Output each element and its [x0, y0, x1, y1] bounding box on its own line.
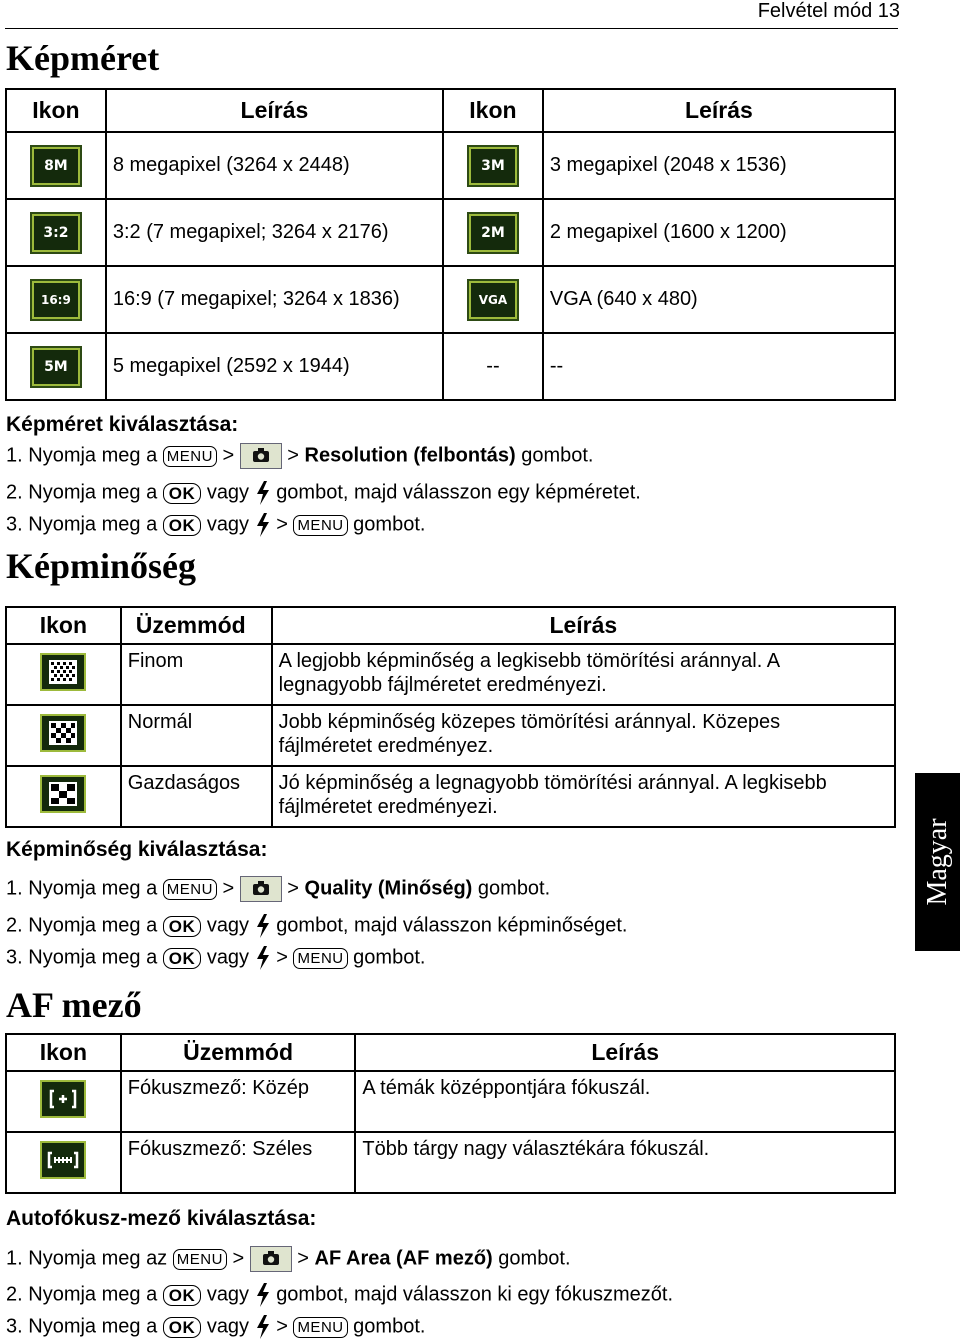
quality-fine-icon	[40, 653, 86, 691]
mode-desc: Több tárgy nagy választékára fókuszál.	[355, 1132, 895, 1193]
section-title-image-quality: Képminőség	[6, 546, 197, 586]
mode-label: Fókuszmező: Közép	[121, 1071, 356, 1132]
step-3: 3. Nyomja meg a OK vagy > MENU gombot.	[6, 946, 426, 969]
step-2: 2. Nyomja meg a OK vagy gombot, majd válasszon képminőséget.	[6, 914, 628, 937]
ok-button-icon: OK	[163, 515, 202, 536]
ok-button-icon: OK	[163, 483, 202, 504]
size-3m-icon: 3M	[469, 147, 517, 185]
table-row	[6, 333, 895, 400]
menu-button-icon: MENU	[293, 1317, 347, 1338]
flash-icon	[255, 946, 271, 970]
col-header-desc: Leírás	[543, 89, 895, 132]
step-2: 2. Nyomja meg a OK vagy gombot, majd válasszon ki egy fókuszmezőt.	[6, 1283, 674, 1306]
mode-label: Normál	[121, 705, 272, 766]
mode-label: Finom	[121, 644, 272, 705]
mode-desc: A témák középpontjára fókuszál.	[355, 1071, 895, 1132]
table-row	[6, 199, 895, 266]
camera-mode-icon	[250, 1246, 292, 1272]
ok-button-icon: OK	[163, 1317, 202, 1338]
flash-icon	[255, 513, 271, 537]
mode-label: Gazdaságos	[121, 766, 272, 827]
camera-mode-icon	[240, 443, 282, 469]
image-size-table	[5, 88, 896, 401]
select-size-title: Képméret kiválasztása:	[6, 413, 239, 436]
mode-desc: Jobb képminőség közepes tömörítési aránnyal. Közepes fájlméretet eredményez.	[272, 705, 895, 766]
camera-mode-icon	[240, 876, 282, 902]
step-2: 2. Nyomja meg a OK vagy gombot, majd válasszon egy képméretet.	[6, 481, 641, 504]
table-row	[6, 705, 895, 766]
section-title-af-area: AF mező	[6, 985, 142, 1025]
af-center-icon	[40, 1080, 86, 1118]
col-header-mode: Üzemmód	[121, 607, 272, 644]
size-desc: 2 megapixel (1600 x 1200)	[543, 199, 895, 266]
mode-desc: A legjobb képminőség a legkisebb tömörítési aránnyal. A legnagyobb fájlméretet eredményezi.	[272, 644, 895, 705]
size-desc: --	[543, 333, 895, 400]
ok-button-icon: OK	[163, 1285, 202, 1306]
menu-button-icon: MENU	[163, 446, 217, 467]
size-desc: 8 megapixel (3264 x 2448)	[106, 132, 443, 199]
size-5m-icon: 5M	[32, 348, 80, 386]
flash-icon	[255, 1283, 271, 1307]
menu-button-icon: MENU	[173, 1249, 227, 1270]
flash-icon	[255, 914, 271, 938]
size-8m-icon: 8M	[32, 147, 80, 185]
table-row	[6, 644, 895, 705]
image-quality-table	[5, 606, 896, 828]
table-row	[6, 1071, 895, 1132]
empty-icon-cell: --	[443, 333, 543, 400]
col-header-icon: Ikon	[6, 89, 106, 132]
size-2m-icon: 2M	[469, 214, 517, 252]
mode-label: Fókuszmező: Széles	[121, 1132, 356, 1193]
quality-normal-icon	[40, 714, 86, 752]
section-title-image-size: Képméret	[6, 38, 160, 78]
table-row	[6, 132, 895, 199]
col-header-icon: Ikon	[443, 89, 543, 132]
menu-button-icon: MENU	[293, 515, 347, 536]
language-tab	[915, 773, 960, 951]
step-1: 1. Nyomja meg a MENU > > Quality (Minőség) gombot.	[6, 876, 550, 902]
size-desc: 3 megapixel (2048 x 1536)	[543, 132, 895, 199]
mode-desc: Jó képminőség a legnagyobb tömörítési aránnyal. A legkisebb fájlméretet eredményezi.	[272, 766, 895, 827]
size-desc: 16:9 (7 megapixel; 3264 x 1836)	[106, 266, 443, 333]
flash-icon	[255, 1315, 271, 1339]
page-header: Felvétel mód 13	[757, 0, 900, 22]
ok-button-icon: OK	[163, 916, 202, 937]
table-row	[6, 266, 895, 333]
size-desc: 5 megapixel (2592 x 1944)	[106, 333, 443, 400]
step-1: 1. Nyomja meg a MENU > > Resolution (felbontás) gombot.	[6, 443, 593, 469]
header-rule	[5, 28, 898, 29]
size-16-9-icon: 16:9	[32, 281, 80, 319]
size-vga-icon: VGA	[469, 281, 517, 319]
col-header-icon: Ikon	[6, 1034, 121, 1071]
step-3: 3. Nyomja meg a OK vagy > MENU gombot.	[6, 1315, 426, 1338]
table-row	[6, 766, 895, 827]
col-header-desc: Leírás	[106, 89, 443, 132]
select-af-title: Autofókusz-mező kiválasztása:	[6, 1207, 317, 1230]
size-3-2-icon: 3:2	[32, 214, 80, 252]
language-tab-label: Magyar	[921, 818, 953, 906]
quality-economy-icon	[40, 775, 86, 813]
step-3: 3. Nyomja meg a OK vagy > MENU gombot.	[6, 513, 426, 536]
select-quality-title: Képminőség kiválasztása:	[6, 838, 268, 861]
menu-button-icon: MENU	[163, 879, 217, 900]
af-area-table	[5, 1033, 896, 1194]
ok-button-icon: OK	[163, 948, 202, 969]
col-header-desc: Leírás	[355, 1034, 895, 1071]
col-header-desc: Leírás	[272, 607, 895, 644]
size-desc: VGA (640 x 480)	[543, 266, 895, 333]
step-1: 1. Nyomja meg az MENU > > AF Area (AF mező) gombot.	[6, 1246, 571, 1272]
col-header-icon: Ikon	[6, 607, 121, 644]
menu-button-icon: MENU	[293, 948, 347, 969]
table-row	[6, 1132, 895, 1193]
af-wide-icon	[40, 1141, 86, 1179]
flash-icon	[255, 481, 271, 505]
col-header-mode: Üzemmód	[121, 1034, 356, 1071]
size-desc: 3:2 (7 megapixel; 3264 x 2176)	[106, 199, 443, 266]
